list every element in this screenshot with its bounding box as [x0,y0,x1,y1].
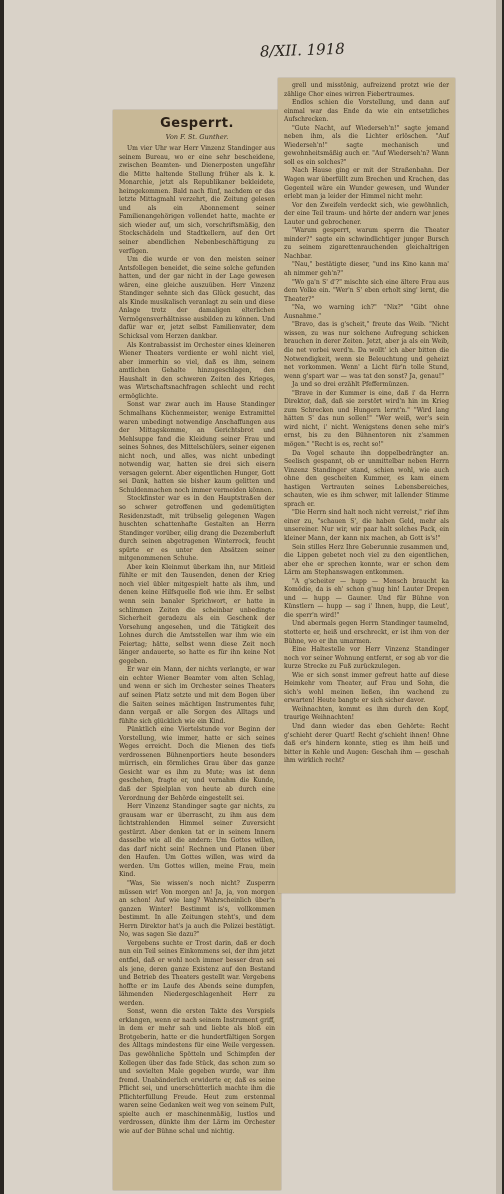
article-paragraph: Um vier Uhr war Herr Vinzenz Standinger aus seinem Bureau, wo er eine sehr bescheidene, zwischen Beamten- und Dienerposten ungefähr die Mitte haltende Stellung früher als k. k. Monarchie, jetzt als Republikaner bekleidete, heimgekommen. Bald nach fünf, nachdem er das letzte Mittagmahl verzehrt, die Zeitung gelesen und als ein Abonnement seiner Familienangehörigen vollendet hatte, machte er sich wieder auf, um sich, vorschriftsmäßig, den Stockschädeln und Stadtkellern, auf den Ort seiner abendlichen Nebenbeschäftigung zu verfügen. [119,145,275,255]
article-paragraph: Sonst war zwar auch im Hause Standinger Schmalhans Küchenmeister, wenige Extramittel waren unbedingt notwendige Anschaffungen aus der Mittagskomme, an Gerichtsbrot und Mehlsuppe fand die Kleidung seiner Frau und seines Sohnes, des Mittelschülers, seiner eigenen nicht noch, und alles, was nicht unbedingt notwendig war, hatten sie drei sich eisern versagen gelernt. Aber eigentlichen Hunger, Gott sei Dank, hatten sie bisher kaum gelitten und Schuldenmachen noch immer vermeiden können. [119,401,275,494]
article-paragraph: Vergebens suchte er Trost darin, daß er doch nun ein Teil seines Einkommens sei, der ihm jetzt entfiel, daß er wohl noch immer besser dran sei als jene, deren ganze Existenz auf den Bestand und Betrieb des Theaters gestellt war. Vergebens hoffte er im Laufe des Abends seine dumpfen, lähmenden Niedergeschlagenheit Herr zu werden. [119,939,275,1007]
article-paragraph: "A g'scheiter — hupp — Mensch braucht ka Komödie, da is eh' schon g'nug hin! Lauter Drepen und — hupp — Gauner. Und für Bühne von Künstlern — hupp — sag i' Ihnen, hupp, die Leut', die sperr'n wird!" [284,577,449,619]
sheet-edge [496,0,502,1194]
article-paragraph: Aber kein Kleinmut überkam ihn, nur Mitleid fühlte er mit den Tausenden, denen der Krieg noch viel übler mitgespielt hatte als ihm, und denen keine Hilfsquelle floß wie ihm. Er selbst wenn sein banaler Sprichwort, er hatte in schlimmen Zeiten die scheinbar unbedingte Sicherheit geradezu als ein Geschenk der Vorsehung angesehen, und die Tätigkeit des Lohnes durch die Amtsstellen war ihm wie ein Feiertag; hätte, selbst wenn diese Zeit noch länger andauerte, so hatte es für ihn keine Not gegeben. [119,563,275,665]
article-byline: Von F. St. Gunther. [165,133,229,141]
article-paragraph: Er war ein Mann, der nichts verlangte, er war ein echter Wiener Beamter vom alten Schlag, und wenn er sich im Orchester seines Theaters auf seinen Platz setzte und mit dem Bogen über die Saiten seines mächtigen Instrumentes fuhr, dann vergaß er alle Sorgen des Alltags und fühlte sich glücklich wie ein Kind. [119,666,275,725]
article-paragraph: Da Vogel schaute ihn doppelbedrängter an. Seelisch gespannt, ob er unmittelbar neben Herrn Vinzenz Standinger stand, schien wohl, wie auch ohne den gescheiten Kummer, es kam einem hastigen Vertrauten seines Lebensbereiches, schauten, wie es ihm schwer, mit lallender Stimme sprach er. [284,449,449,508]
handwritten-date: 8/XII. 1918 [259,39,346,61]
article-paragraph: Weihnachten, kommt es ihm durch den Kopf, traurige Weihnachten! [284,705,449,722]
article-paragraph: "Bravo, das is g'scheit," freute das Weib. "Nicht wissen, zu was nur solchene Aufregung schicken brauchen in derer Zeiten. Jetzt, aber ja als ein Weib, die net vorbei werd'n. Da wollt' ich aber bitten die Notwendigkeit, wenn sie Beleuchtung und geheizt net vorkommen. Wenn' a Licht für'n tolle Stund, wenn g'spart war — was tat den sonst? Ja, genau!" [284,321,449,380]
article-paragraph: "Gute Nacht, auf Wiederseh'n!" sagte jemand neben ihm, als die Lichter erlöschen. "Auf Wiederseh'n!" sagte mechanisch und gewohnheitsmäßig auch er. "Auf Wiederseh'n? Wann soll es ein solches?" [284,124,449,166]
article-paragraph: Ja und so drei erzählt Pfeffermünzen. [292,381,409,389]
article-paragraph: Endlos schien die Vorstellung, und dann auf einmal war das Ende da wie ein entsetzliches Aufschrecken. [284,99,449,124]
newspaper-clipping-right-column [278,78,455,893]
article-paragraph: Sonst, wenn die ersten Takte des Vorspiels erklangen, wenn er nach seinem Instrument griff, in dem er mehr sah und liebte als bloß ein Brotgeberin, hatte er die hundertfältigen Sorgen des Alltags mindestens für eine Weile vergessen. Das gewöhnliche Spötteln und Schimpfen der Kollegen über das fade Stück, das schon zum so und sovielten Male gegeben wurde, war ihm fremd. Unabänderlich erwiderte er, daß es seine Pflicht sei, und unerschütterlich machte ihm die Pflichterfüllung Freude. Heut zum erstenmal waren seine Gedanken weit weg von seinem Pult, spielte auch er maschinenmäßig, lustlos und verdrossen, dünkte ihm der Lärm im Orchester wie auf der Bühne schal und nichtig. [119,1008,275,1135]
article-paragraph: Als Kontrabassist im Orchester eines kleineren Wiener Theaters verdiente er wohl nicht viel, aber immerhin so viel, daß es ihm, seinem amtlichen Gehalte hinzugeschlagen, den Haushalt in den schweren Zeiten des Krieges, was Wirtschaftsnachfragen schlecht und recht ermöglichte. [119,341,275,400]
article-paragraph: Und dann wieder das eben Gehörte: Recht g'schieht derer Quart! Recht g'schieht ihnen! Ohne daß er's hindern konnte, stieg es ihm heiß und bitter in Kehle und Augen: Geschah ihm — geschah ihm wirklich recht? [284,723,449,765]
article-paragraph: grell und misstönig, aufreizend protzt wie der zählige Chor eines wirren Fiebertraumes. [284,82,449,98]
article-paragraph: Sein stilles Herz Ihre Geberunnie zusammen und, die Lippen gebetet noch viel zu den eigentlichen, aber ehe er sprechen konnte, war er schon dem Lärm am Stephanswagen entkommen. [284,543,449,577]
article-paragraph: Vor den Zweifeln verdeckt sich, wie gewöhnlich, der eine Teil traum- und hörte der andern war jenes Lauter und gebrochener. [284,201,449,226]
article-paragraph: "Warum gesperrt, warum sperrn die Theater minder?" sagte ein schwindlichtiger junger Bursch zu seinem zigarettenrauchenden gleichaltrigen Nachbar. [284,227,449,260]
article-paragraph: Eine Haltestelle vor Herr Vinzenz Standinger noch vor seiner Wohnung entfernt, er sog ab vor die kurze Strecke zu Fuß zurückzulegen. [284,646,449,671]
article-paragraph: "Nau," bestätigte dieser, "und ins Kino kann ma' ah nimmer geh'n?" [284,261,449,278]
article-paragraph: "Na, wo warning ich?" "Nix?" "Gibt ohne Ausnahme." [284,304,449,320]
article-title: Gesperrt. [160,116,234,131]
article-paragraph: "Was, Sie wissen's noch nicht? Zusperrn müssen wir! Von morgen an! Ja, ja, von morgen an schon! Auf wie lang? Wahrscheinlich über'n ganzen Winter! Bestimmt is's, vollkommen bestimmt. In alle Zeitungen steht's, und dem Herrn Direktor hat's ja auch die Polizei bestätigt. No, was sagen Sie dazu?" [119,880,275,939]
article-paragraph: Stockfinster war es in den Hauptstraßen der so schwer getroffenen und gedemütigten Residenzstadt, mit trübselig gelegenen Wagen huschten schattenhafte Gestalten an Herrn Standinger vorüber, eilig drang die Dezemberluft durch seinen abgetragenen Winterrock, feucht spürte er es unter den Absätzen seiner mitgenommenen Schuhe. [119,495,275,563]
article-paragraph: "Brave in der Kummer is eine, daß i' da Herrn Direktor, daß, daß sie zerstört wird'n hin im Krieg zum Schrecken und Hungern lernt'n." "Wird lang hätten S' das nun sollen!" "Wer weiß, wer's sein wird nicht, i' nicht. Wenigstens denen sehe mir's ernst, bis zu den Bühnentoren nix z'sammen mögen." "Recht is es, recht so!" [284,389,449,448]
article-paragraph: Wie er sich sonst immer gefreut hatte auf diese Heimkehr vom Theater, auf Frau und Sohn, die sich's wohl meinen ließen, ihn wachend zu erwarten! Heute bangte er sich sicher davor. [284,671,449,705]
article-paragraph: Und abermals gegen Herrn Standinger taumelnd, stotterte er, heiß und erschreckt, er ist ihm von der Bühne, wo er ihn umarmen. [284,620,449,645]
article-paragraph: Herr Vinzenz Standinger sagte gar nichts, zu grausam war er überrascht, zu ihm aus dem lichtstrahlenden Himmel seiner Zuversicht gestürzt. Aber denken tat er in seinem Innern dasselbe wie all die andern: Um Gottes willen, das darf nicht sein! Rechnen und Planen über den Haufen. Um Gottes willen, was wird da werden. Um Gottes willen, meine Frau, mein Kind. [119,803,275,879]
article-paragraph: "Die Herrn sind halt noch nicht verreist," rief ihm einer zu, "schauen S', die haben Geld, mehr als unsereiner. Nur wir, wir paar halt solches Pack, ein kleiner Mann, der kann nix machen, ab Gott is's!" [284,509,449,542]
article-paragraph: Um die wurde er von den meisten seiner Antsfollegen beneidet, die seine solche gefunden hatten, und der gar nicht in der Lage gewesen wären, eine gleiche auszuüben. Herr Vinzenz Standinger sehnte sich das Glück gesucht, das als Kinde musikalisch veranlagt zu sein und diese Anlage trotz der damaligen elterlichen Vermögensverhältnisse ausbilden zu können. Und dafür war er, jetzt selbst Familienvater, dem Schicksal vom Herzen dankbar. [119,256,275,341]
article-paragraph: Nach Hause ging er mit der Straßenbahn. Der Wagen war überfüllt zum Brechen und Krachen, das Gegenteil wäre ein Wunder gewesen, und Wunder erlebt man ja leider der Himmel nicht mehr. [284,167,449,201]
article-paragraph: "Wo ga'n S' d'?" mischte sich eine ältere Frau aus dem Volke ein. "Wer'n S' eben erholt sing' lernt, die Theater?" [284,278,449,303]
article-paragraph: Pünktlich eine Viertelstunde vor Beginn der Vorstellung, wie immer, hatte er sich seines Weges erreicht. Doch die Mienen des tiefs verdrossenen Bühnenportiers heute besonders mürrisch, ein förmliches Grau über das ganze Gesicht war es ihm zu Mute; was ist denn geschehen, fragte er, und vernahm die Kunde, daß der Spielplan von heute ab durch eine Verordnung der Behörde eingestellt sei. [119,726,275,802]
newspaper-clipping-left-column [113,110,281,1190]
